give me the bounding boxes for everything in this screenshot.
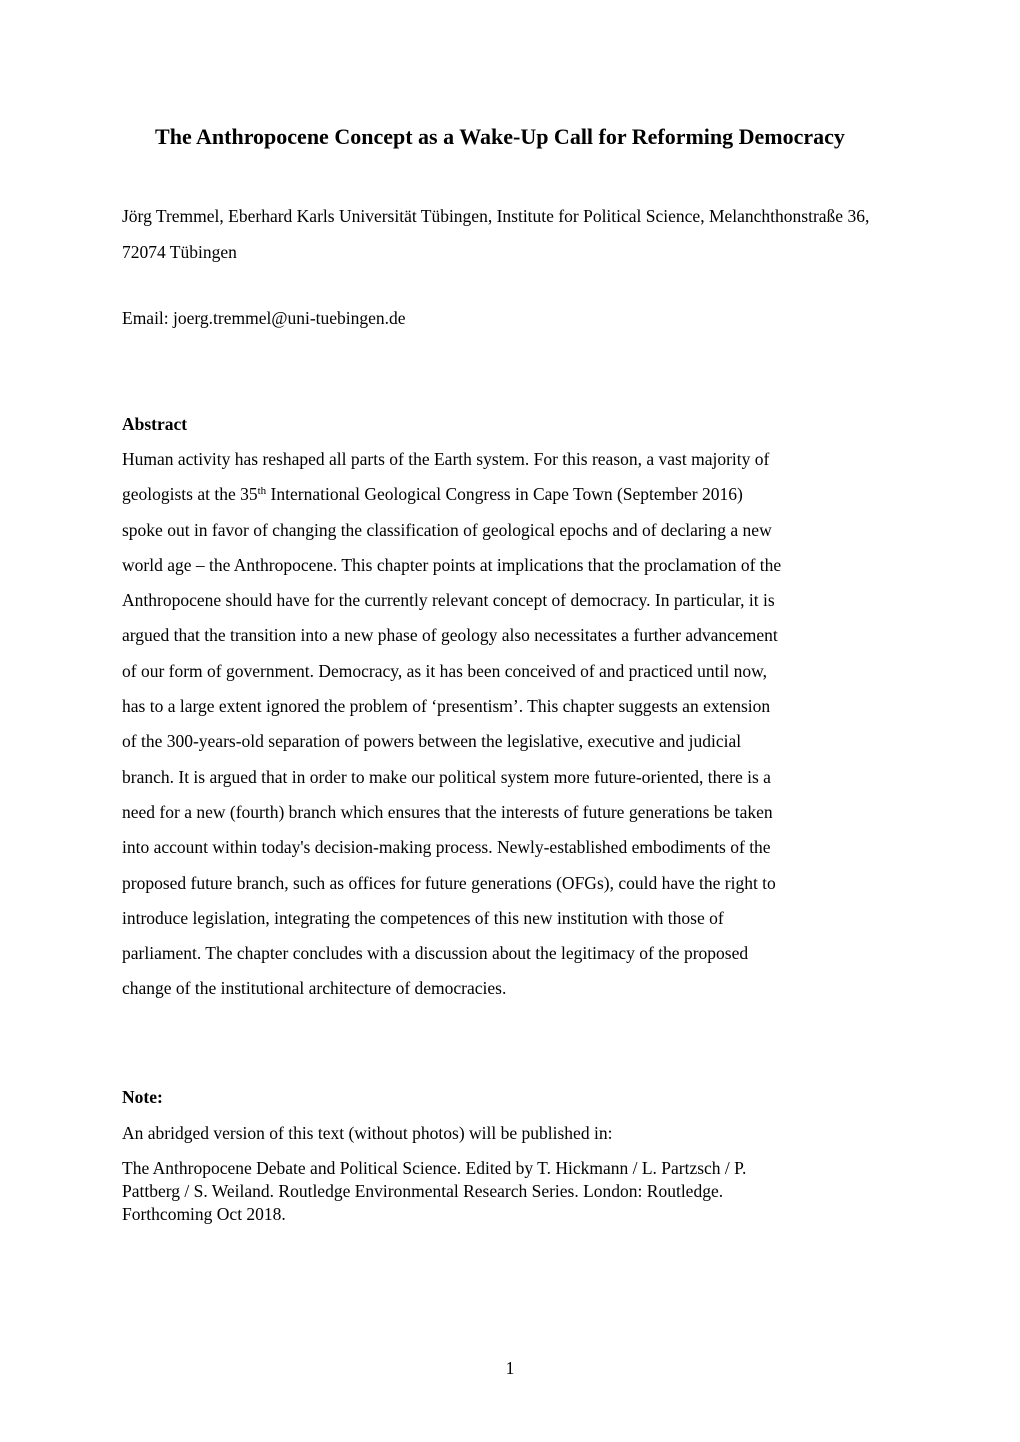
publication-line: Forthcoming Oct 2018. xyxy=(122,1204,286,1224)
abstract-line: of the 300-years-old separation of powers between the legislative, executive and judicial xyxy=(122,731,742,752)
publication-reference xyxy=(122,1157,882,1226)
author-affiliation: Jörg Tremmel, Eberhard Karls Universität Tübingen, Institute for Political Science, Melanchthonstraße 36, 72074 Tübingen xyxy=(122,206,870,262)
abstract-line: parliament. The chapter concludes with a discussion about the legitimacy of the proposed xyxy=(122,943,749,964)
abstract-line: world age – the Anthropocene. This chapter points at implications that the proclamation of the xyxy=(122,554,782,575)
abstract-line: of our form of government. Democracy, as it has been conceived of and practiced until now, xyxy=(122,660,767,681)
abstract-line: proposed future branch, such as offices for future generations (OFGs), could have the right to xyxy=(122,872,776,893)
abstract-line: introduce legislation, integrating the competences of this new institution with those of xyxy=(122,907,724,928)
abstract-line: spoke out in favor of changing the classification of geological epochs and of declaring a new xyxy=(122,519,772,540)
abstract-line: has to a large extent ignored the problem of ‘presentism’. This chapter suggests an extension xyxy=(122,696,771,717)
abstract-line: need for a new (fourth) branch which ensures that the interests of future generations be taken xyxy=(122,801,773,822)
abstract-line: Human activity has reshaped all parts of the Earth system. For this reason, a vast majority of xyxy=(122,449,770,469)
note-heading: Note: xyxy=(122,1087,163,1107)
ordinal-superscript: th xyxy=(257,485,267,498)
page-number: 1 xyxy=(505,1358,515,1378)
abstract-body xyxy=(122,442,912,1007)
abstract-line: change of the institutional architecture of democracies. xyxy=(122,978,507,999)
publication-line: Pattberg / S. Weiland. Routledge Environmental Research Series. London: Routledge. xyxy=(122,1181,724,1201)
abstract-line: Anthropocene should have for the currently relevant concept of democracy. In particular, it is xyxy=(122,590,775,611)
abstract-line: into account within today's decision-making process. Newly-established embodiments of the xyxy=(122,837,771,858)
paper-title: The Anthropocene Concept as a Wake-Up Call for Reforming Democracy xyxy=(155,124,845,149)
abstract-line-text: geologists at the 35 xyxy=(122,484,258,505)
abstract-line: argued that the transition into a new phase of geology also necessitates a further advancement xyxy=(122,625,778,646)
note-body: An abridged version of this text (without photos) will be published in: xyxy=(122,1123,613,1143)
abstract-line: branch. It is argued that in order to make our political system more future-oriented, there is a xyxy=(122,766,771,787)
author-email: Email: joerg.tremmel@uni-tuebingen.de xyxy=(122,308,406,328)
abstract-line xyxy=(122,477,912,512)
abstract-heading: Abstract xyxy=(122,414,188,434)
abstract-line-text: International Geological Congress in Cape Town (September 2016) xyxy=(266,484,743,505)
publication-line: The Anthropocene Debate and Political Science. Edited by T. Hickmann / L. Partzsch / P. xyxy=(122,1158,747,1178)
